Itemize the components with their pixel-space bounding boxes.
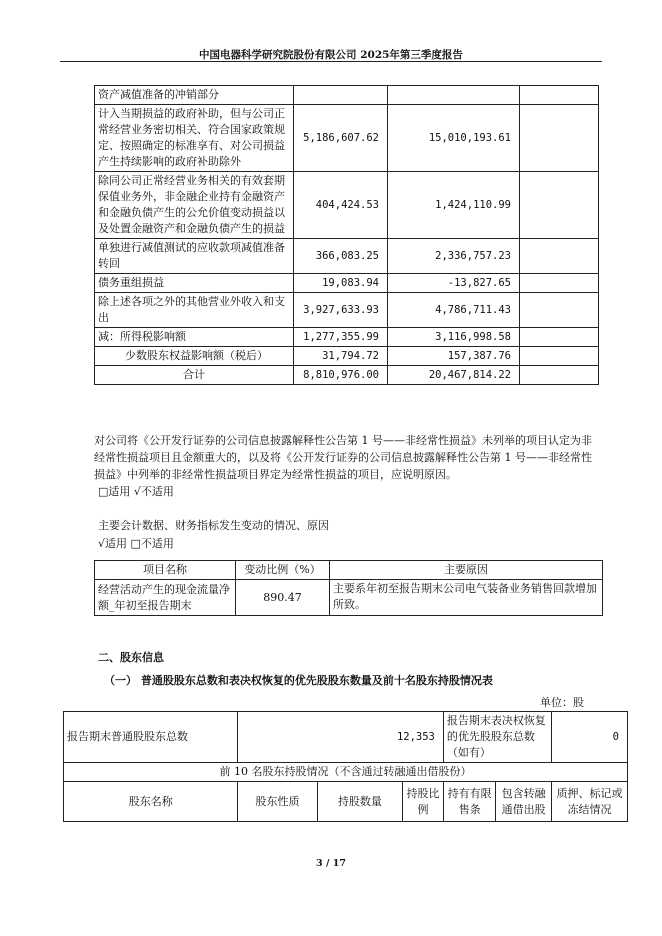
header-cell: 持股数量: [317, 782, 403, 822]
ytd-amount: 20,467,814.22: [388, 366, 520, 385]
current-period-amount: [294, 86, 388, 105]
table-row: [95, 328, 599, 347]
shareholder-table: [63, 711, 628, 822]
note-cell: [520, 105, 599, 172]
ytd-amount: 3,116,998.58: [388, 328, 520, 347]
item-name: 减：所得税影响额: [95, 328, 294, 347]
table-row: [64, 712, 628, 763]
note-cell: [520, 366, 599, 385]
header-cell: 包含转融通借出股: [496, 782, 552, 822]
current-period-amount: 31,794.72: [294, 347, 388, 366]
total-shareholders-label: 报告期末普通股股东总数: [64, 712, 238, 763]
note-cell: [520, 274, 599, 293]
header-cell: 持股比例: [403, 782, 444, 822]
table-row: [64, 763, 628, 782]
shareholder-table-header: [64, 782, 628, 822]
ytd-amount: 1,424,110.99: [388, 172, 520, 239]
header-cell: 股东名称: [64, 782, 238, 822]
note-cell: [520, 293, 599, 328]
current-period-amount: 5,186,607.62: [294, 105, 388, 172]
preferred-shareholders-label: 报告期末表决权恢复的优先股股东总数（如有）: [443, 712, 551, 763]
preferred-shareholders-value: 0: [551, 712, 627, 763]
current-period-amount: 1,277,355.99: [294, 328, 388, 347]
total-shareholders-value: 12,353: [238, 712, 443, 763]
disclosure-paragraph: 对公司将《公开发行证券的公司信息披露解释性公告第 1 号——非经常性损益》未列举的项目认定为非经常性损益项目且金额重大的，以及将《公开发行证券的公司信息披露解释性公告第 1 号——非经常性损益》中列举的非经常性损益项目界定为经常性损益的项目，应说明原因。: [94, 434, 592, 481]
header-cell: 变动比例（%）: [236, 561, 330, 580]
page-header: 中国电器科学研究院股份有限公司 2025年第三季度报告: [199, 49, 463, 61]
table-row: [95, 293, 599, 328]
table-row: [95, 239, 599, 274]
note-cell: [520, 239, 599, 274]
header-cell: 质押、标记或冻结情况: [551, 782, 627, 822]
unit-label: 单位：股: [540, 696, 584, 709]
section-title: 二、股东信息: [98, 651, 164, 664]
change-ratio: 890.47: [236, 580, 330, 616]
changes-intro: 主要会计数据、财务指标发生变动的情况、原因: [98, 519, 329, 532]
note-cell: [520, 347, 599, 366]
applicability-check-2: √适用 □不适用: [98, 537, 174, 550]
page-number: 3 / 17: [316, 858, 346, 869]
table-row: [95, 347, 599, 366]
current-period-amount: 19,083.94: [294, 274, 388, 293]
table-row: [95, 274, 599, 293]
ytd-amount: 15,010,193.61: [388, 105, 520, 172]
top10-caption: 前 10 名股东持股情况（不含通过转融通出借股份）: [64, 763, 628, 782]
item-name: 除上述各项之外的其他营业外收入和支出: [95, 293, 294, 328]
table-row: [95, 105, 599, 172]
header-cell: 主要原因: [330, 561, 603, 580]
ytd-amount: 4,786,711.43: [388, 293, 520, 328]
item-name: 计入当期损益的政府补助，但与公司正常经营业务密切相关、符合国家政策规定、按照确定的标准享有、对公司损益产生持续影响的政府补助除外: [95, 105, 294, 172]
note-cell: [520, 86, 599, 105]
note-cell: [520, 328, 599, 347]
change-table-header: [95, 561, 603, 580]
applicability-check-1: □适用 √不适用: [98, 485, 174, 498]
header-cell: 股东性质: [238, 782, 317, 822]
current-period-amount: 8,810,976.00: [294, 366, 388, 385]
item-name: 单独进行减值测试的应收款项减值准备转回: [95, 239, 294, 274]
table-row: [95, 172, 599, 239]
item-name: 合计: [95, 366, 294, 385]
header-cell: 持有有限售条: [443, 782, 495, 822]
table-row: [95, 86, 599, 105]
header-cell: 项目名称: [95, 561, 236, 580]
current-period-amount: 404,424.53: [294, 172, 388, 239]
subsection-title: （一） 普通股股东总数和表决权恢复的优先股股东数量及前十名股东持股情况表: [104, 674, 493, 687]
header-divider: [60, 61, 602, 62]
item-name: 除同公司正常经营业务相关的有效套期保值业务外，非金融企业持有金融资产和金融负债产生的公允价值变动损益以及处置金融资产和金融负债产生的损益: [95, 172, 294, 239]
item-name: 少数股东权益影响额（税后）: [95, 347, 294, 366]
current-period-amount: 3,927,633.93: [294, 293, 388, 328]
change-table: [94, 560, 603, 616]
nonrecurring-table: [94, 85, 599, 385]
current-period-amount: 366,083.25: [294, 239, 388, 274]
table-row: [95, 366, 599, 385]
ytd-amount: -13,827.65: [388, 274, 520, 293]
ytd-amount: 157,387.76: [388, 347, 520, 366]
note-cell: [520, 172, 599, 239]
item-name: 债务重组损益: [95, 274, 294, 293]
ytd-amount: [388, 86, 520, 105]
table-row: [95, 580, 603, 616]
ytd-amount: 2,336,757.23: [388, 239, 520, 274]
change-reason: 主要系年初至报告期末公司电气装备业务销售回款增加所致。: [330, 580, 603, 616]
item-name: 资产减值准备的冲销部分: [95, 86, 294, 105]
item-name: 经营活动产生的现金流量净额_年初至报告期末: [95, 580, 236, 616]
